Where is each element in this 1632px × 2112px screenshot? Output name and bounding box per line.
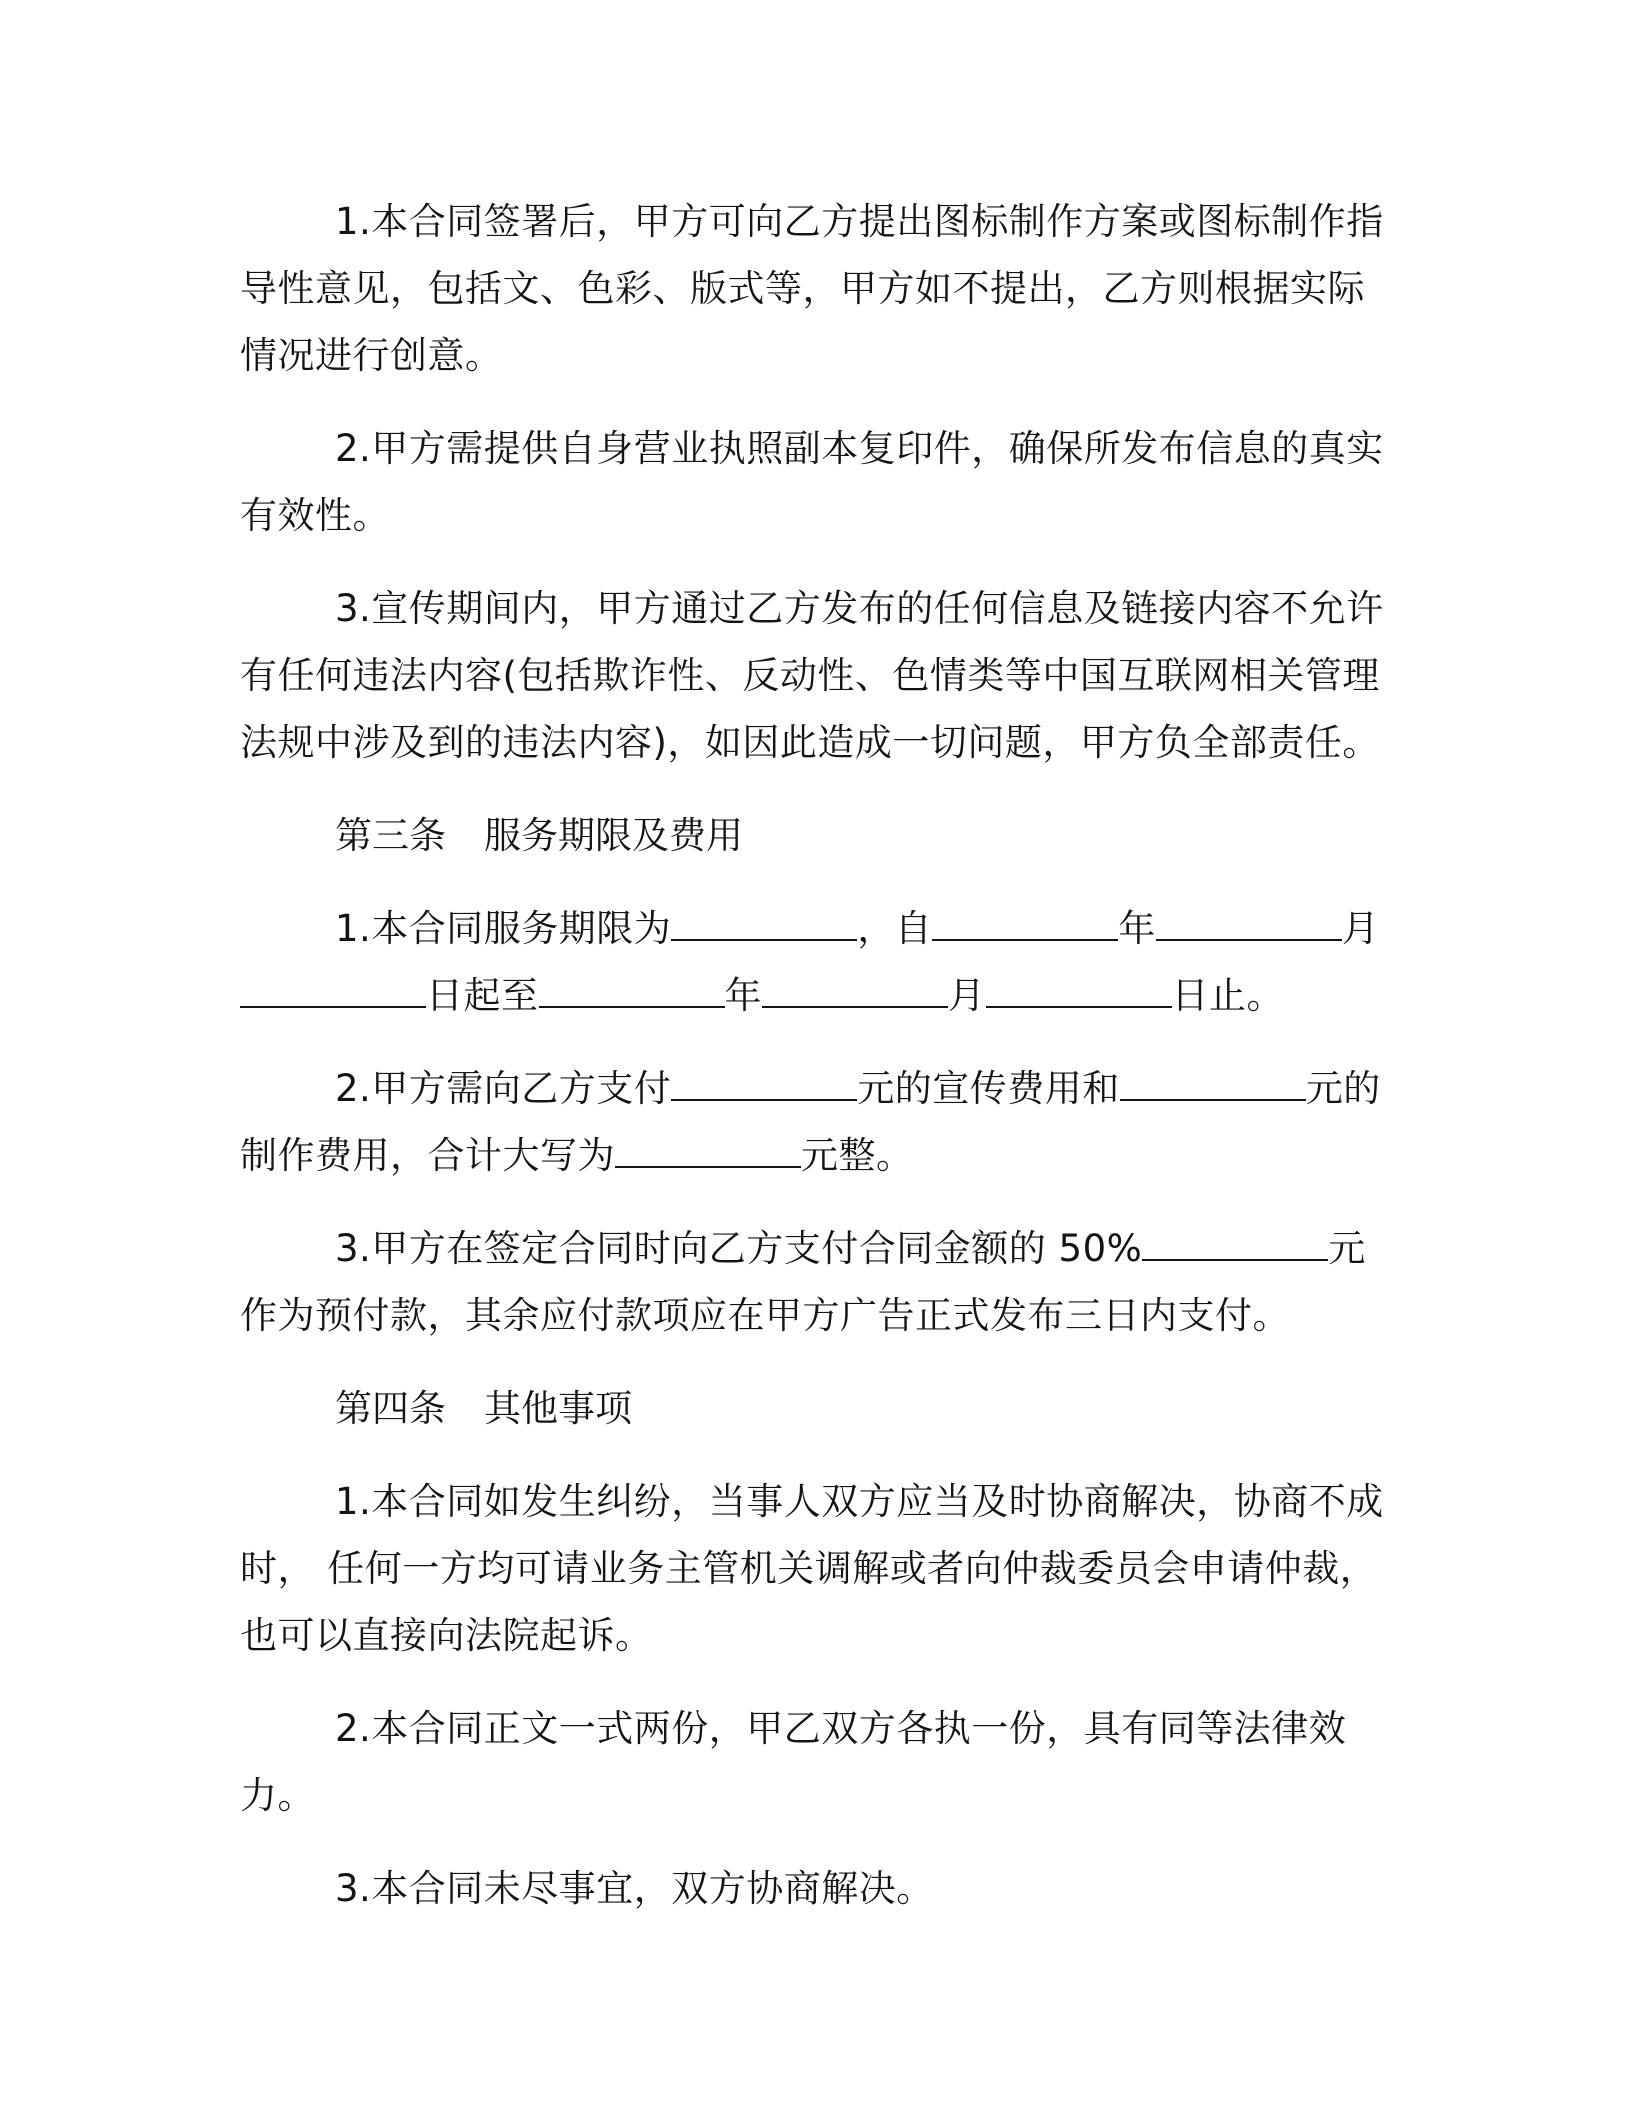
article-3-item-3 <box>240 1215 1400 1349</box>
article-4-number: 第四条 <box>335 1387 446 1430</box>
text-segment: 日起至 <box>426 974 539 1017</box>
text-segment: 年 <box>1118 907 1156 950</box>
blank-prepayment[interactable] <box>1142 1229 1328 1261</box>
article-3-item-2 <box>240 1055 1400 1189</box>
text-segment: 3.甲方在签定合同时向乙方支付合同金额的 50% <box>335 1227 1143 1270</box>
blank-total-amount[interactable] <box>615 1136 801 1168</box>
article-3-item-1 <box>240 895 1400 1029</box>
blank-start-year[interactable] <box>932 909 1118 941</box>
text-segment: 1.本合同服务期限为 <box>335 907 672 950</box>
clause-2-item-3: 3.宣传期间内，甲方通过乙方发布的任何信息及链接内容不允许有任何违法内容(包括欺诈性、反动性、色情类等中国互联网相关管理法规中涉及到的违法内容)，如因此造成一切问题，甲方负全部责任。 <box>240 587 1384 764</box>
blank-end-day[interactable] <box>986 976 1172 1008</box>
blank-end-year[interactable] <box>539 976 725 1008</box>
text-segment: 元的宣传费用和 <box>857 1067 1120 1110</box>
blank-promo-fee[interactable] <box>671 1069 857 1101</box>
text-segment: 元作为预付款，其余应付款项应在甲方广告正式发布三日内支付。 <box>240 1227 1366 1337</box>
clause-2-item-2: 2.甲方需提供自身营业执照副本复印件，确保所发布信息的真实有效性。 <box>240 427 1384 537</box>
blank-production-fee[interactable] <box>1120 1069 1306 1101</box>
blank-duration[interactable] <box>671 909 857 941</box>
article-3-heading <box>240 802 1400 869</box>
article-4-heading <box>240 1375 1400 1442</box>
article-4-item-2: 2.本合同正文一式两份，甲乙双方各执一份，具有同等法律效力。 <box>240 1707 1347 1817</box>
text-segment: 元的制作费用，合计大写为 <box>240 1067 1381 1177</box>
text-segment: 日止。 <box>1171 974 1284 1017</box>
text-segment: 月 <box>948 974 986 1017</box>
blank-start-month[interactable] <box>1156 909 1342 941</box>
text-segment: 年 <box>724 974 762 1017</box>
article-4-item-3: 3.本合同未尽事宜，双方协商解决。 <box>335 1867 934 1910</box>
article-4-title: 其他事项 <box>484 1387 632 1430</box>
article-3-title: 服务期限及费用 <box>484 814 743 857</box>
blank-end-month[interactable] <box>762 976 948 1008</box>
text-segment: 月 <box>1341 907 1380 950</box>
contract-page <box>240 188 1400 1948</box>
text-segment: ，自 <box>857 907 933 950</box>
article-4-item-1: 1.本合同如发生纠纷，当事人双方应当及时协商解决，协商不成时， 任何一方均可请业务主管机关调解或者向仲裁委员会申请仲裁，也可以直接向法院起诉。 <box>240 1480 1384 1657</box>
text-segment: 元整。 <box>801 1134 914 1177</box>
blank-start-day[interactable] <box>240 976 426 1008</box>
text-segment: 2.甲方需向乙方支付 <box>335 1067 672 1110</box>
article-3-number: 第三条 <box>335 814 446 857</box>
clause-2-item-1: 1.本合同签署后，甲方可向乙方提出图标制作方案或图标制作指导性意见，包括文、色彩、版式等，甲方如不提出，乙方则根据实际情况进行创意。 <box>240 200 1384 377</box>
